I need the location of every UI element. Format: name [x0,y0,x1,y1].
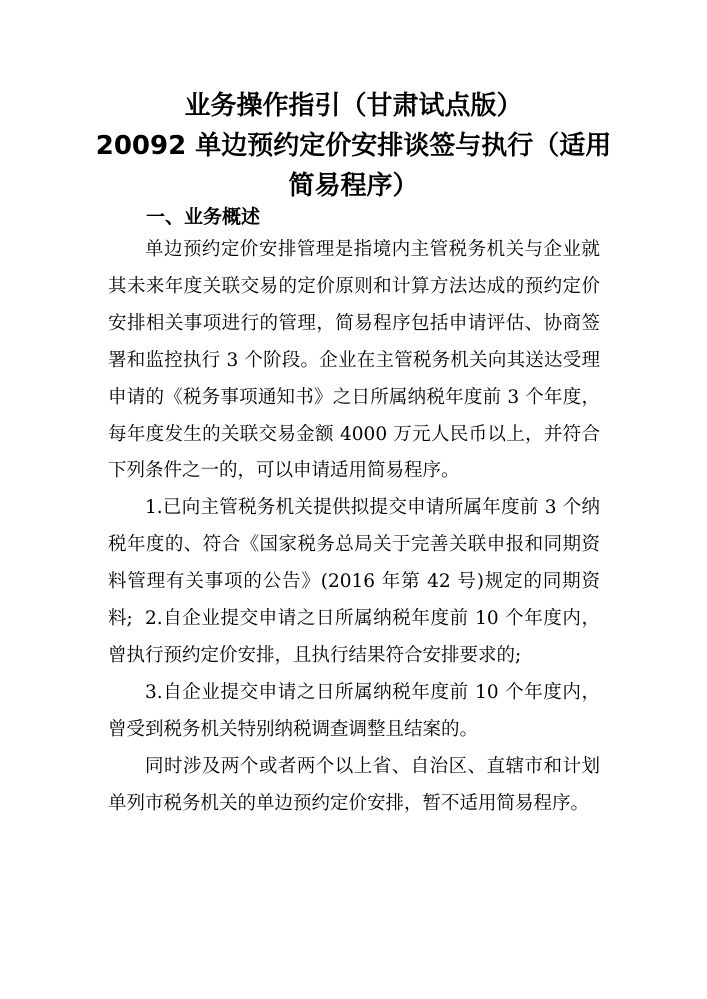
overview-paragraph: 单边预约定价安排管理是指境内主管税务机关与企业就其未来年度关联交易的定价原则和计算方法达成的预约定价安排相关事项进行的管理，简易程序包括申请评估、协商签署和监控执行 3 个阶段。企业在主管税务机关向其送达受理申请的《税务事项通知书》之日所属纳税年度前 3 个年度，每年度发生的关联交易金额 4000 万元人民币以上，并符合下列条件之一的，可以申请适用简易程序。 [108,239,600,482]
section-heading: 一、业务概述 [146,206,261,228]
condition-1-paragraph: 1.已向主管税务机关提供拟提交申请所属年度前 3 个纳税年度的、符合《国家税务总局关于完善关联申报和同期资料管理有关事项的公告》(2016 年第 42 号)规定的同期资料; [108,497,600,629]
document-title-line-3: 简易程序） [288,171,419,201]
document-title-line-1: 业务操作指引（甘肃试点版） [184,91,523,121]
condition-3-paragraph: 3.自企业提交申请之日所属纳税年度前 10 个年度内，曾受到税务机关特别纳税调查调整且结案的。 [108,682,600,740]
document-title-line-2: 20092 单边预约定价安排谈签与执行（适用 [95,131,612,161]
condition-2-paragraph: 2.自企业提交申请之日所属纳税年度前 10 个年度内，曾执行预约定价安排，且执行结果符合安排要求的; [108,608,600,666]
exclusion-paragraph: 同时涉及两个或者两个以上省、自治区、直辖市和计划单列市税务机关的单边预约定价安排，暂不适用简易程序。 [108,756,600,814]
